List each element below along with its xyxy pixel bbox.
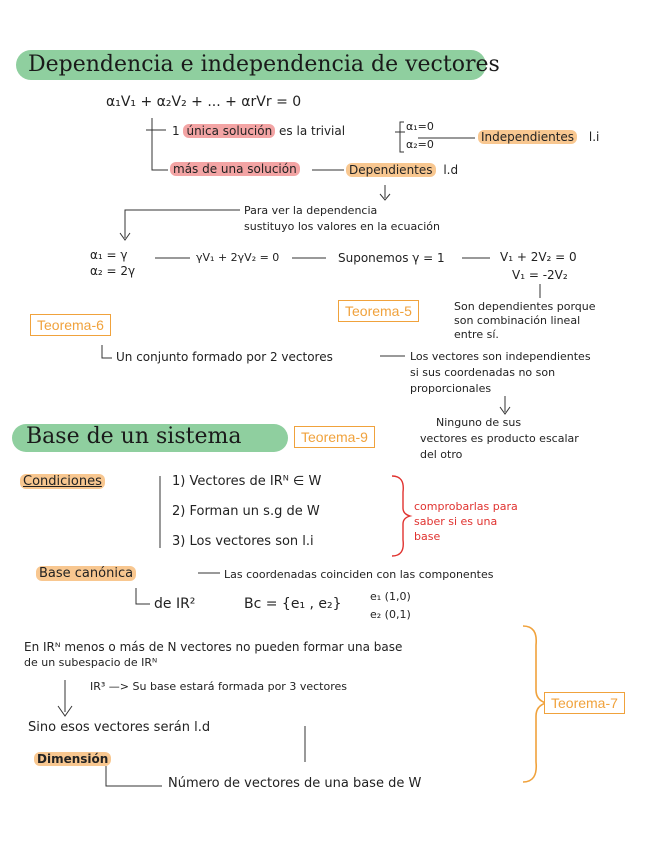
teorema-7-box: Teorema-7 xyxy=(544,692,625,714)
ninguno-2: vectores es producto escalar xyxy=(420,432,579,445)
los-vectores-1: Los vectores son independientes xyxy=(410,350,591,363)
ir3-text: IR³ —> Su base estará formada por 3 vectores xyxy=(90,680,347,693)
comprobar-1: comprobarlas para xyxy=(414,500,518,513)
substitution-alpha1: α₁ = γ xyxy=(90,248,128,262)
unique-solution-highlight: única solución xyxy=(183,124,275,138)
result-equation-1: V₁ + 2V₂ = 0 xyxy=(500,250,577,264)
dimension-label: Dimensión xyxy=(34,752,111,766)
para-ver-line2: sustituyo los valores en la ecuación xyxy=(244,220,441,233)
supongamos-text: Suponemos γ = 1 xyxy=(338,251,445,265)
bc-set: Bc = {e₁ , e₂} xyxy=(244,596,342,612)
result-equation-2: V₁ = -2V₂ xyxy=(512,268,568,282)
condition-1: 1) Vectores de IRᴺ ∈ W xyxy=(172,474,322,489)
substitution-equation: γV₁ + 2γV₂ = 0 xyxy=(196,251,280,264)
para-ver-line1: Para ver la dependencia xyxy=(244,204,378,217)
son-dependientes-2: son combinación lineal xyxy=(454,314,581,327)
comprobar-3: base xyxy=(414,530,441,543)
teorema-5-box: Teorema-5 xyxy=(338,300,419,322)
dependientes-label: Dependientes l.d xyxy=(346,163,458,177)
alpha2-zero: α₂=0 xyxy=(406,138,434,151)
base-canonica-label: Base canónica xyxy=(36,566,136,581)
unique-rest: es la trivial xyxy=(279,124,346,138)
section-title-base: Base de un sistema xyxy=(26,424,242,449)
e1-coords: e₁ (1,0) xyxy=(370,590,411,603)
numero-text: Número de vectores de una base de W xyxy=(168,776,422,791)
ninguno-3: del otro xyxy=(420,448,463,461)
condition-3: 3) Los vectores son l.i xyxy=(172,534,314,549)
en-irn-line2: de un subespacio de IRᴺ xyxy=(24,656,158,669)
canonica-description: Las coordenadas coinciden con las componentes xyxy=(224,568,494,581)
ninguno-1: Ninguno de sus xyxy=(436,416,522,429)
unique-solution-line xyxy=(172,124,345,138)
e2-coords: e₂ (0,1) xyxy=(370,608,411,621)
comprobar-2: saber si es una xyxy=(414,515,498,528)
son-dependientes-1: Son dependientes porque xyxy=(454,300,596,313)
sino-text: Sino esos vectores serán l.d xyxy=(28,720,211,735)
condiciones-label: Condiciones xyxy=(20,474,105,489)
linear-combination-equation: α₁V₁ + α₂V₂ + ... + αrVr = 0 xyxy=(106,94,302,110)
more-solutions-line xyxy=(170,162,300,176)
teorema-9-box: Teorema-9 xyxy=(294,426,375,448)
unique-prefix: 1 xyxy=(172,124,180,138)
conjunto-text: Un conjunto formado por 2 vectores xyxy=(116,350,333,364)
de-ir2: de IR² xyxy=(154,596,196,612)
independientes-label: Independientes l.i xyxy=(478,130,599,144)
alpha1-zero: α₁=0 xyxy=(406,120,434,133)
more-solutions-highlight: más de una solución xyxy=(170,162,300,176)
los-vectores-3: proporcionales xyxy=(410,382,492,395)
son-dependientes-3: entre sí. xyxy=(454,328,499,341)
section-title-dependencia: Dependencia e independencia de vectores xyxy=(28,52,500,77)
los-vectores-2: si sus coordenadas no son xyxy=(410,366,556,379)
condition-2: 2) Forman un s.g de W xyxy=(172,504,320,519)
substitution-alpha2: α₂ = 2γ xyxy=(90,264,136,278)
teorema-6-box: Teorema-6 xyxy=(30,314,111,336)
en-irn-line1: En IRᴺ menos o más de N vectores no pueden formar una base xyxy=(24,640,403,654)
